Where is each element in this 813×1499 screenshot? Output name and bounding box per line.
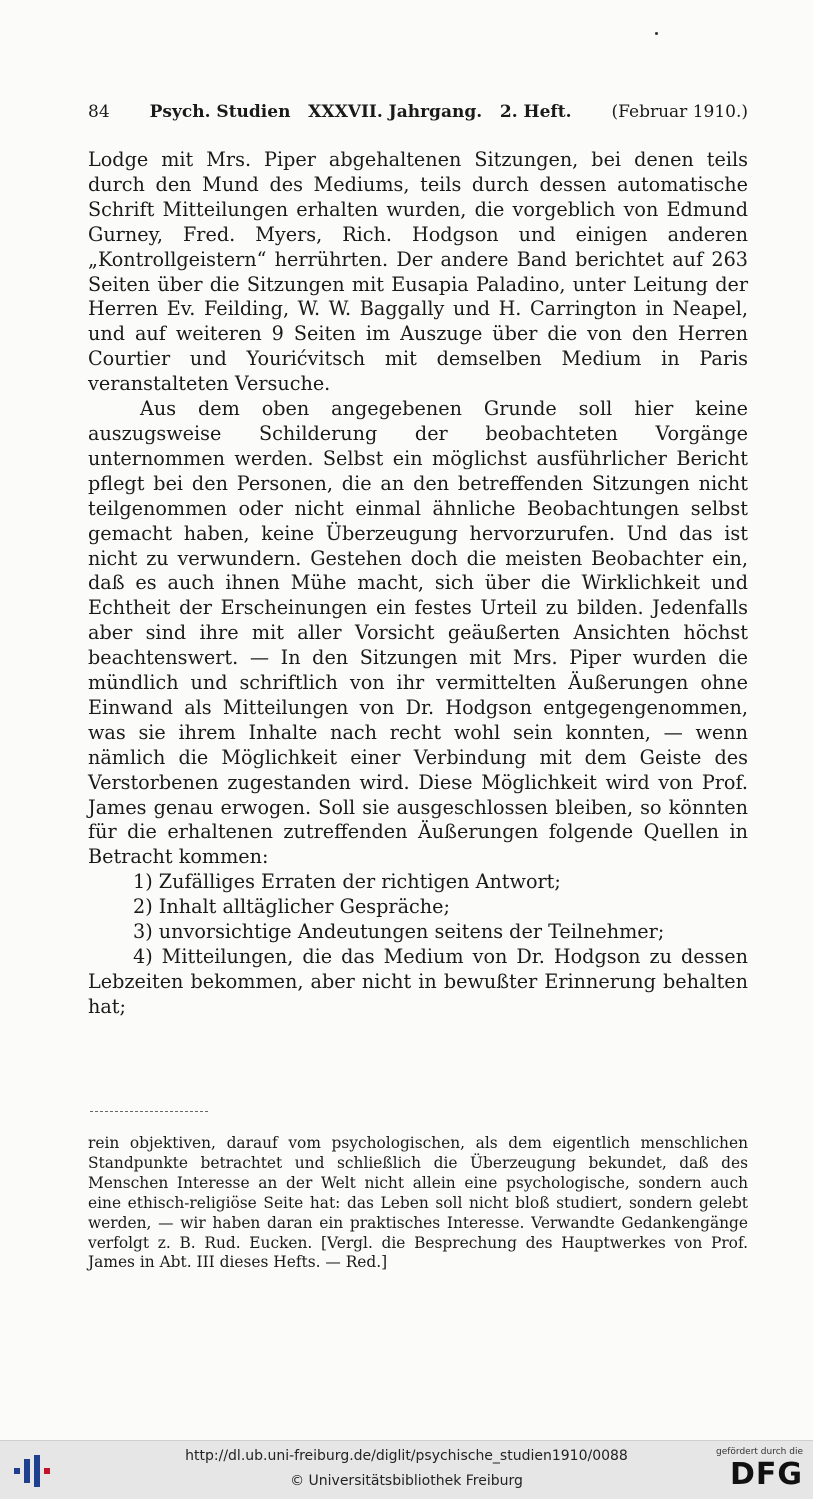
footnote [88,1134,748,1273]
dfg-logo [711,1447,803,1493]
viewer-footer [0,1440,813,1499]
dfg-caption: gefördert durch die [716,1447,803,1457]
running-header [88,102,748,122]
list-item: 1) Zufälliges Erraten der richtigen Antwort; [133,870,561,894]
footnote-text: rein objektiven, darauf vom psychologischen, als dem eigentlich menschlichen Standpunkte betrachtet und schließlich die Überzeugung bekundet, daß des Menschen Interesse an der Welt nicht allein eine psychologische, sondern auch eine ethisch-religiöse Seite hat: das Leben soll nicht bloß studiert, sondern gelebt werden, — wir haben daran ein praktisches Interesse. Verwandte Gedankengänge verfolgt z. B. Rud. Eucken. [Vergl. die Besprechung des Hauptwerkes von Prof. James in Abt. III dieses Hefts. — Red.] [88,1134,748,1272]
permalink[interactable]: http://dl.ub.uni-freiburg.de/diglit/psychische_studien1910/0088 [185,1448,628,1464]
dfg-wordmark: DFG [729,1457,803,1492]
footnote-divider [90,1111,208,1112]
paragraph: Aus dem oben angegebenen Grunde soll hier keine auszugsweise Schilderung der beobachteten Vorgänge unternommen werden. Selbst ein möglichst ausführlicher Bericht pflegt bei den Personen, die an den betreffenden Sitzungen nicht teilgenommen oder nicht einmal ähnliche Beobachtungen selbst gemacht haben, keine Überzeugung hervorzurufen. Und das ist nicht zu verwundern. Gestehen doch die meisten Beobachter ein, daß es auch ihnen Mühe macht, sich über die Wirklichkeit und Echtheit der Erscheinungen ein festes Urteil zu bilden. Jedenfalls aber sind ihre mit aller Vorsicht geäußerten Ansichten höchst beachtenswert. — In den Sitzungen mit Mrs. Piper wurden die mündlich und schriftlich von ihr vermittelten Äußerungen ohne Einwand als Mitteilungen von Dr. Hodgson entgegengenommen, was sie ihrem Inhalte nach recht wohl sein konnten, — wenn nämlich die Möglichkeit einer Verbindung mit dem Geiste des Verstorbenen zugestanden wird. Diese Möglichkeit wird von Prof. James genau erwogen. Soll sie ausgeschlossen bleiben, so könnten für die erhaltenen zutreffenden Äußerungen folgende Quellen in Betracht kommen: [88,397,748,869]
issue-date: (Februar 1910.) [611,102,748,122]
copyright-notice: © Universitätsbibliothek Freiburg [290,1473,523,1489]
scan-speck [655,32,658,35]
list-item: 3) unvorsichtige Andeutungen seitens der Teilnehmer; [133,920,665,944]
main-text [88,148,748,1020]
page-number: 84 [88,102,110,122]
list-item: 2) Inhalt alltäglicher Gespräche; [133,895,450,919]
journal-title: Psych. Studien XXXVII. Jahrgang. 2. Heft. [149,102,572,122]
list-item: 4) Mitteilungen, die das Medium von Dr. Hodgson zu dessen Lebzeiten bekommen, aber nicht in bewußter Erinnerung behalten hat; [88,945,748,1018]
paragraph: Lodge mit Mrs. Piper abgehaltenen Sitzungen, bei denen teils durch den Mund des Mediums, teils durch dessen automatische Schrift Mitteilungen erhalten wurden, die vorgeblich von Edmund Gurney, Fred. Myers, Rich. Hodgson und einigen anderen „Kontrollgeistern“ herrührten. Der andere Band berichtet auf 263 Seiten über die Sitzungen mit Eusapia Paladino, unter Leitung der Herren Ev. Feilding, W. W. Baggally und H. Carrington in Neapel, und auf weiteren 9 Seiten im Auszuge über die von den Herren Courtier und Yourićvitsch mit demselben Medium in Paris veranstalteten Versuche. [88,148,748,396]
